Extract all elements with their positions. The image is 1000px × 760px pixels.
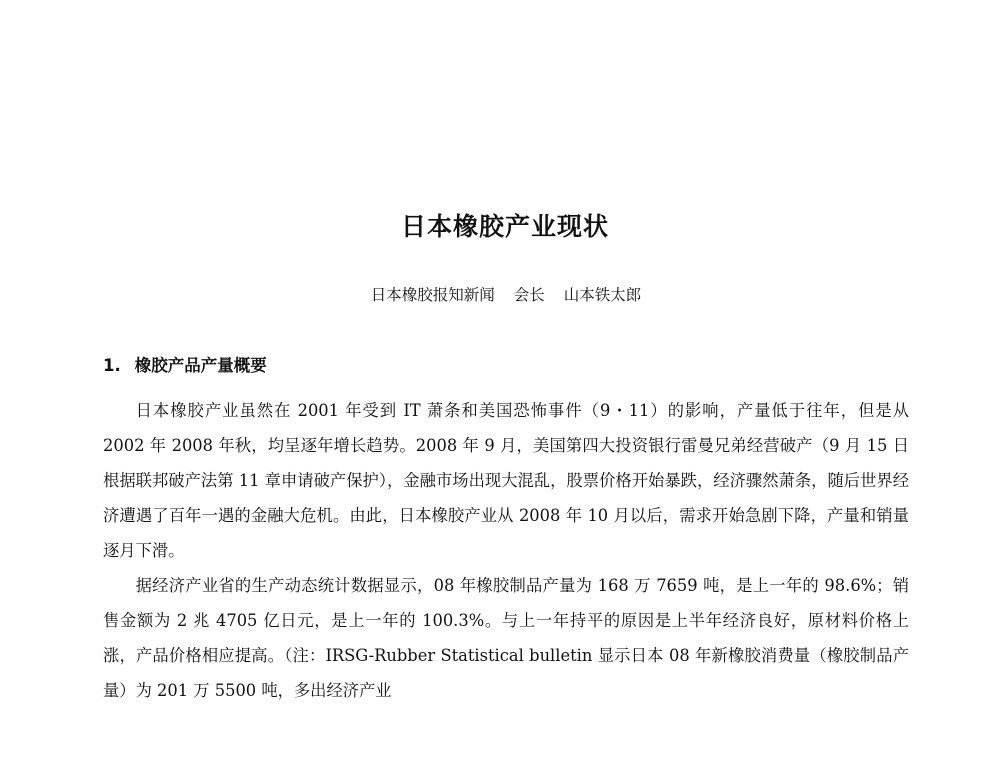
- section-number: 1.: [103, 356, 121, 375]
- byline-publication: 日本橡胶报知新闻: [370, 286, 495, 304]
- document-title: 日本橡胶产业现状: [400, 212, 609, 241]
- body-text: [103, 393, 909, 708]
- section-title: 橡胶产品产量概要: [134, 356, 267, 375]
- byline: [0, 283, 1000, 305]
- byline-role: 会长: [513, 286, 545, 304]
- paragraph: 日本橡胶产业虽然在 2001 年受到 IT 萧条和美国恐怖事件（9・11）的影响，产量低于往年，但是从 2002 年 2008 年秋，均呈逐年增长趋势。2008 年 9 月，美国第四大投资银行雷曼兄弟经营破产（9 月 15 日根据联邦破产法第 11 章申请破产保护），金融市场出现大混乱，股票价格开始暴跌，经济骤然萧条，随后世界经济遭遇了百年一遇的金融大危机。由此，日本橡胶产业从 2008 年 10 月以后，需求开始急剧下降，产量和销量逐月下滑。: [103, 401, 909, 560]
- byline-author: 山本铁太郎: [563, 286, 642, 304]
- paragraph: 据经济产业省的生产动态统计数据显示，08 年橡胶制品产量为 168 万 7659 吨，是上一年的 98.6%；销售金额为 2 兆 4705 亿日元，是上一年的 100.3%。与上一年持平的原因是上半年经济良好，原材料价格上涨，产品价格相应提高。（注：IRSG-Rubber Statistical bulletin 显示日本 08 年新橡胶消费量（橡胶制品产量）为 201 万 5500 吨，多出经济产业: [103, 576, 909, 700]
- section-heading: [103, 352, 267, 376]
